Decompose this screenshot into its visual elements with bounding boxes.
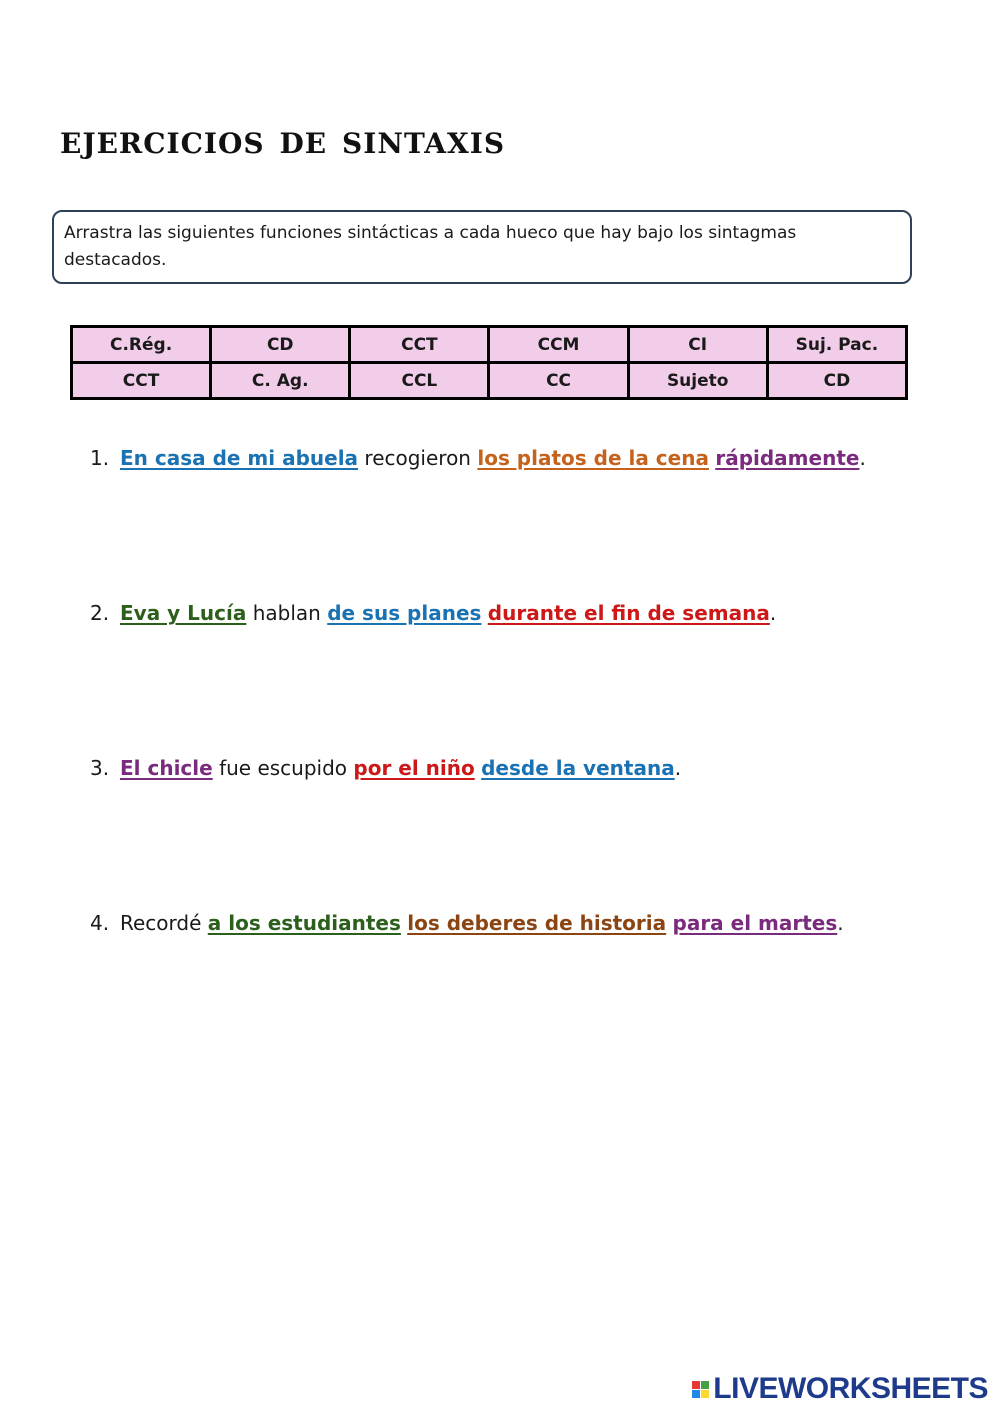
sentence-number: 1. xyxy=(90,446,110,470)
phrase-highlight: a los estudiantes xyxy=(207,911,401,935)
sentence-4 xyxy=(90,911,844,935)
phrase-highlight: por el niño xyxy=(353,756,475,780)
function-chip[interactable]: CCL xyxy=(350,363,489,399)
brand-logo xyxy=(692,1372,988,1406)
phrase-highlight: los deberes de historia xyxy=(407,911,667,935)
phrase-highlight: para el martes xyxy=(672,911,838,935)
phrase-text: hablan xyxy=(246,601,328,625)
phrase-highlight: El chicle xyxy=(120,756,213,780)
phrase-text: Recordé xyxy=(120,911,208,935)
phrase-highlight: durante el fin de semana xyxy=(487,601,770,625)
function-chip[interactable]: CCM xyxy=(489,327,628,363)
phrase-text: . xyxy=(837,911,844,935)
phrase-text: . xyxy=(674,756,682,780)
brand-square xyxy=(692,1390,700,1398)
function-chip[interactable]: CD xyxy=(767,363,906,399)
function-chip[interactable]: CCT xyxy=(72,363,211,399)
phrase-text: . xyxy=(769,601,777,625)
functions-row xyxy=(72,363,907,399)
page-title: ejercicios de sintaxis xyxy=(60,116,506,163)
sentence-number: 2. xyxy=(90,601,110,625)
brand-square xyxy=(701,1381,709,1389)
function-chip[interactable]: CI xyxy=(628,327,767,363)
phrase-text: fue escupido xyxy=(212,756,354,780)
functions-row xyxy=(72,327,907,363)
function-chip[interactable]: C.Rég. xyxy=(72,327,211,363)
function-chip[interactable]: CC xyxy=(489,363,628,399)
function-chip[interactable]: C. Ag. xyxy=(211,363,350,399)
phrase-highlight: de sus planes xyxy=(327,601,482,625)
phrase-highlight: rápidamente xyxy=(715,446,860,470)
phrase-highlight: desde la ventana xyxy=(481,756,675,780)
instructions-box: Arrastra las siguientes funciones sintácticas a cada hueco que hay bajo los sintagmas destacados. xyxy=(52,210,912,284)
brand-mark-icon xyxy=(692,1381,709,1398)
phrase-text: recogieron xyxy=(358,446,478,470)
function-chip[interactable]: Suj. Pac. xyxy=(767,327,906,363)
sentence-number: 4. xyxy=(90,911,110,935)
sentence-2 xyxy=(90,601,776,625)
function-chip[interactable]: CD xyxy=(211,327,350,363)
sentence-1 xyxy=(90,446,866,470)
brand-name: LIVEWORKSHEETS xyxy=(713,1372,988,1405)
phrase-highlight: Eva y Lucía xyxy=(120,601,247,625)
brand-square xyxy=(701,1390,709,1398)
function-chip[interactable]: CCT xyxy=(350,327,489,363)
functions-table xyxy=(70,325,908,400)
sentence-3 xyxy=(90,756,681,780)
brand-square xyxy=(692,1381,700,1389)
phrase-highlight: los platos de la cena xyxy=(477,446,709,470)
function-chip[interactable]: Sujeto xyxy=(628,363,767,399)
phrase-highlight: En casa de mi abuela xyxy=(120,446,359,470)
sentence-number: 3. xyxy=(90,756,110,780)
phrase-text: . xyxy=(859,446,866,470)
